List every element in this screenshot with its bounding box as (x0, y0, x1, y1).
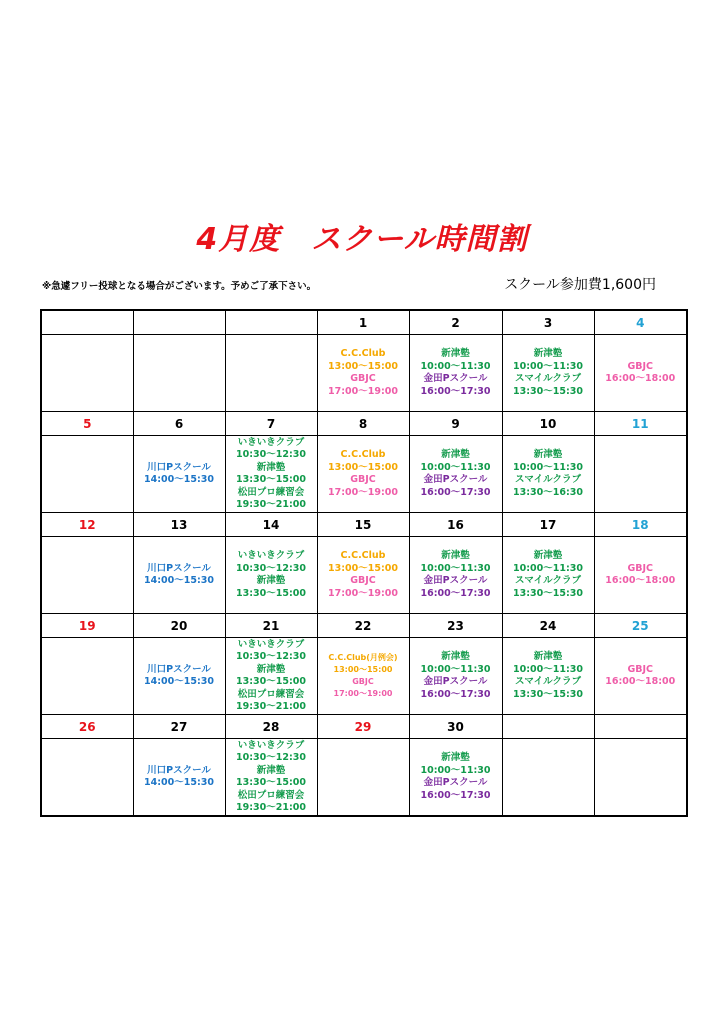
event-line: GBJC (350, 575, 376, 586)
date-cell: 16 (409, 513, 502, 537)
date-cell: 19 (41, 614, 133, 638)
date-row (41, 614, 687, 638)
event-line: 19:30～21:00 (236, 499, 306, 510)
date-cell: 17 (502, 513, 594, 537)
event-line: 新津塾 (256, 764, 286, 776)
event-line: 13:30～15:30 (513, 587, 583, 599)
event-line: 新津塾 (441, 752, 470, 763)
event-line: 16:00～18:00 (605, 575, 676, 586)
event-line: 19:30～21:00 (236, 701, 306, 712)
events-cell (317, 638, 409, 715)
event-line: 13:00～15:00 (328, 360, 398, 372)
event-line: 10:00～11:30 (420, 360, 491, 372)
event-line: C.C.Club (340, 550, 386, 561)
event-line: GBJC (627, 360, 654, 372)
date-cell: 18 (594, 513, 687, 537)
events-cell (409, 638, 502, 715)
date-cell: 21 (225, 614, 317, 638)
date-row (41, 715, 687, 739)
event-line: 新津塾 (533, 550, 563, 561)
schedule-calendar (40, 309, 688, 817)
event-line: 10:30～12:30 (236, 449, 306, 460)
event-line: 新津塾 (441, 449, 470, 460)
date-cell: 20 (133, 614, 225, 638)
event-line: 新津塾 (441, 550, 470, 561)
event-line: 13:30～15:30 (513, 688, 583, 700)
events-row (41, 436, 687, 513)
event-line: 松田プロ練習会 (237, 789, 305, 801)
date-cell: 4 (594, 310, 687, 335)
event-line: 新津塾 (256, 575, 286, 586)
event-line: いきいきクラブ (237, 739, 305, 751)
event-line: 川口Pスクール (147, 663, 211, 675)
date-cell: 1 (317, 310, 409, 335)
date-row (41, 412, 687, 436)
date-cell: 11 (594, 412, 687, 436)
events-cell (133, 335, 225, 412)
event-line: 金田Pスクール (423, 777, 488, 788)
event-line: GBJC (352, 677, 374, 686)
event-line: 10:00～11:30 (420, 663, 491, 675)
events-cell (409, 335, 502, 412)
events-cell (41, 436, 133, 513)
events-cell (502, 537, 594, 614)
event-line: 川口Pスクール (147, 461, 211, 473)
events-cell (409, 739, 502, 817)
event-line: 14:00～15:30 (144, 575, 214, 586)
events-cell (502, 638, 594, 715)
event-line: C.C.Club(月例会) (328, 653, 398, 662)
date-cell: 15 (317, 513, 409, 537)
event-line: 13:30～15:00 (236, 777, 306, 788)
date-cell (225, 310, 317, 335)
event-line: 10:00～11:30 (513, 562, 583, 574)
date-cell (41, 310, 133, 335)
event-line: 新津塾 (256, 461, 286, 473)
date-cell: 14 (225, 513, 317, 537)
date-cell: 7 (225, 412, 317, 436)
event-line: 金田Pスクール (423, 676, 488, 687)
date-cell: 9 (409, 412, 502, 436)
events-cell (133, 537, 225, 614)
event-line: 松田プロ練習会 (237, 688, 305, 700)
event-line: 金田Pスクール (423, 373, 488, 384)
date-cell: 27 (133, 715, 225, 739)
events-cell (317, 739, 409, 817)
events-cell (594, 335, 687, 412)
event-line: 新津塾 (256, 663, 286, 675)
events-cell (133, 436, 225, 513)
events-cell (594, 638, 687, 715)
date-cell (502, 715, 594, 739)
events-cell (133, 638, 225, 715)
event-line: 13:00～15:00 (328, 461, 398, 473)
event-line: 金田Pスクール (423, 474, 488, 485)
date-cell: 22 (317, 614, 409, 638)
events-cell (594, 436, 687, 513)
date-cell: 3 (502, 310, 594, 335)
events-row (41, 739, 687, 817)
event-line: GBJC (627, 663, 654, 675)
event-line: 13:00～15:00 (328, 562, 398, 574)
date-cell: 8 (317, 412, 409, 436)
date-cell: 2 (409, 310, 502, 335)
event-line: 16:00～17:30 (420, 385, 491, 397)
events-cell (41, 335, 133, 412)
events-cell (594, 537, 687, 614)
events-cell (594, 739, 687, 817)
event-line: 13:00～15:00 (333, 665, 393, 674)
event-line: スマイルクラブ (515, 575, 581, 586)
events-cell (317, 436, 409, 513)
events-cell (317, 335, 409, 412)
event-line: 14:00～15:30 (144, 474, 214, 485)
event-line: 10:00～11:30 (513, 461, 583, 473)
date-cell (133, 310, 225, 335)
events-cell (317, 537, 409, 614)
event-line: スマイルクラブ (515, 474, 581, 485)
event-line: 16:00～17:30 (420, 486, 491, 498)
event-line: 10:30～12:30 (236, 752, 306, 763)
events-cell (225, 335, 317, 412)
event-line: C.C.Club (340, 348, 386, 359)
event-line: スマイルクラブ (515, 373, 581, 384)
event-line: 16:00～17:30 (420, 789, 491, 801)
event-line: 16:00～18:00 (605, 373, 676, 384)
date-cell: 12 (41, 513, 133, 537)
event-line: スマイルクラブ (515, 676, 581, 687)
event-line: 17:00～19:00 (328, 486, 398, 498)
event-line: 10:00～11:30 (513, 663, 583, 675)
event-line: GBJC (350, 373, 376, 384)
event-line: 13:30～15:00 (236, 587, 306, 599)
date-cell: 29 (317, 715, 409, 739)
page-title: 4月度 スクール時間割 (196, 222, 528, 257)
event-line: C.C.Club (340, 449, 386, 460)
fee-text: スクール参加費1,600円 (504, 277, 656, 293)
event-line: 17:00～19:00 (328, 385, 398, 397)
events-cell (225, 638, 317, 715)
event-line: いきいきクラブ (237, 550, 305, 561)
events-cell (41, 638, 133, 715)
calendar-body (41, 310, 687, 816)
events-row (41, 537, 687, 614)
event-line: 新津塾 (533, 449, 563, 460)
event-line: 14:00～15:30 (144, 777, 214, 788)
event-line: 17:00～19:00 (328, 587, 398, 599)
events-cell (502, 436, 594, 513)
event-line: 新津塾 (533, 651, 563, 662)
date-row (41, 513, 687, 537)
event-line: GBJC (627, 562, 654, 574)
event-line: 金田Pスクール (423, 575, 488, 586)
event-line: 17:00～19:00 (333, 689, 393, 698)
events-cell (41, 537, 133, 614)
event-line: 16:00～18:00 (605, 676, 676, 687)
event-line: 19:30～21:00 (236, 802, 306, 813)
date-cell: 28 (225, 715, 317, 739)
event-line: 川口Pスクール (147, 764, 211, 776)
event-line: 13:30～16:30 (513, 486, 583, 498)
event-line: 新津塾 (441, 651, 470, 662)
event-line: 10:00～11:30 (420, 461, 491, 473)
events-row (41, 638, 687, 715)
events-cell (409, 537, 502, 614)
date-cell: 10 (502, 412, 594, 436)
event-line: 16:00～17:30 (420, 688, 491, 700)
event-line: いきいきクラブ (237, 638, 305, 650)
date-cell: 24 (502, 614, 594, 638)
date-row (41, 310, 687, 335)
event-line: 13:30～15:30 (513, 385, 583, 397)
date-cell: 23 (409, 614, 502, 638)
date-cell: 5 (41, 412, 133, 436)
event-line: 16:00～17:30 (420, 587, 491, 599)
event-line: 13:30～15:00 (236, 676, 306, 687)
events-cell (41, 739, 133, 817)
event-line: 川口Pスクール (147, 562, 211, 574)
event-line: 10:00～11:30 (420, 764, 491, 776)
date-cell: 6 (133, 412, 225, 436)
event-line: 10:00～11:30 (420, 562, 491, 574)
event-line: 新津塾 (533, 348, 563, 359)
date-cell: 25 (594, 614, 687, 638)
event-line: 10:30～12:30 (236, 651, 306, 662)
date-cell: 26 (41, 715, 133, 739)
events-row (41, 335, 687, 412)
event-line: 13:30～15:00 (236, 474, 306, 485)
events-cell (502, 335, 594, 412)
event-line: いきいきクラブ (237, 436, 305, 448)
date-cell (594, 715, 687, 739)
events-cell (409, 436, 502, 513)
date-cell: 13 (133, 513, 225, 537)
events-cell (225, 537, 317, 614)
events-cell (225, 739, 317, 817)
events-cell (225, 436, 317, 513)
event-line: 新津塾 (441, 348, 470, 359)
notice-text: ※急遽フリー投球となる場合がございます。予めご了承下さい。 (42, 281, 317, 292)
event-line: 松田プロ練習会 (237, 486, 305, 498)
events-cell (133, 739, 225, 817)
event-line: 14:00～15:30 (144, 676, 214, 687)
event-line: GBJC (350, 474, 376, 485)
date-cell: 30 (409, 715, 502, 739)
event-line: 10:30～12:30 (236, 562, 306, 574)
events-cell (502, 739, 594, 817)
event-line: 10:00～11:30 (513, 360, 583, 372)
